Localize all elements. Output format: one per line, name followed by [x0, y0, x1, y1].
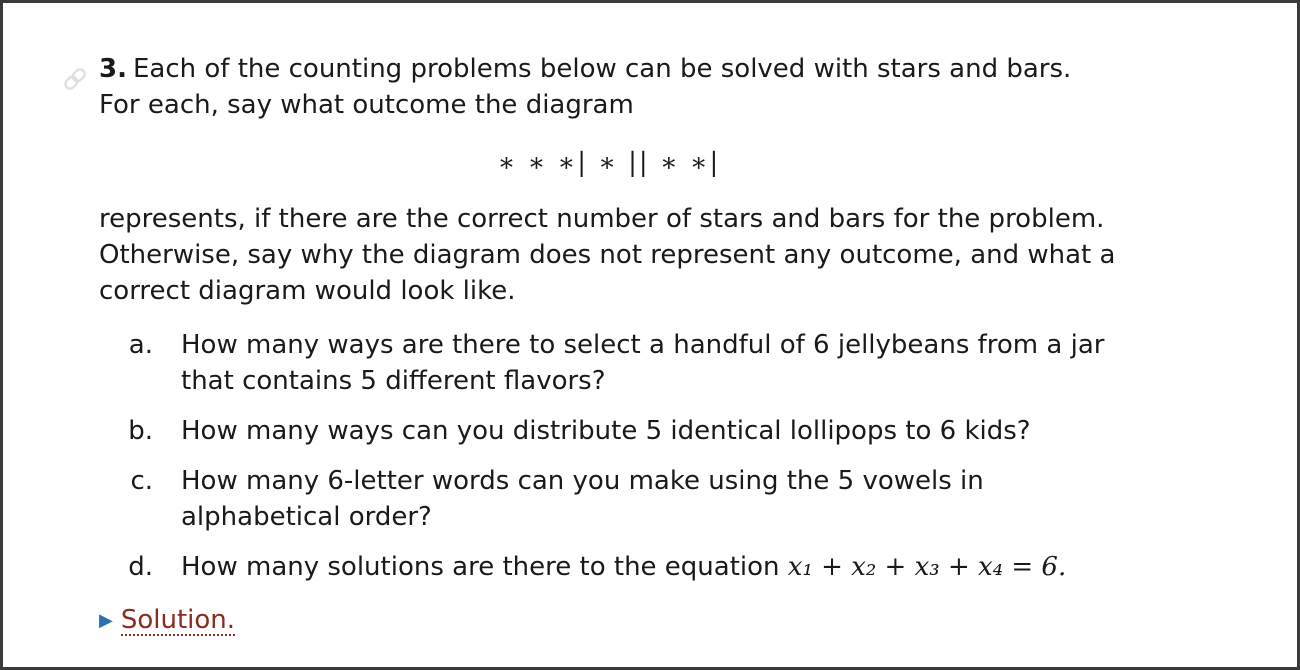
stars-and-bars-diagram: ∗ ∗ ∗| ∗ || ∗ ∗| [497, 148, 721, 178]
exercise-3 [99, 51, 1119, 599]
task-marker: a. [128, 330, 153, 360]
equation: x₁ + x₂ + x₃ + x₄ = 6. [787, 552, 1067, 582]
task-a [99, 327, 1119, 399]
task-text-prefix: How many solutions are there to the equation [181, 552, 788, 582]
task-c [99, 463, 1119, 535]
exercise-number: 3. [99, 54, 127, 84]
task-marker: c. [130, 466, 153, 496]
task-marker: b. [128, 416, 153, 446]
task-d [99, 549, 1119, 585]
intro-text: Each of the counting problems below can be solved with stars and bars. For each, say what outcome the diagram [99, 54, 1072, 120]
task-marker: d. [128, 552, 153, 582]
task-b [99, 413, 1119, 449]
task-list [99, 327, 1119, 585]
link-icon[interactable] [61, 65, 89, 93]
exercise-intro [99, 51, 1119, 123]
exercise-body: represents, if there are the correct number of stars and bars for the problem. Otherwise, say why the diagram does not represent any outcome, and what a correct diagram would look like. [99, 204, 1116, 306]
triangle-right-icon: ▶ [99, 610, 113, 631]
task-text: How many 6-letter words can you make using the 5 vowels in alphabetical order? [181, 466, 984, 532]
solution-toggle[interactable] [99, 603, 235, 639]
task-text: How many ways can you distribute 5 identical lollipops to 6 kids? [181, 416, 1031, 446]
task-text [181, 549, 1119, 585]
task-text: How many ways are there to select a handful of 6 jellybeans from a jar that contains 5 different flavors? [181, 330, 1105, 396]
solution-label: Solution. [120, 605, 236, 635]
